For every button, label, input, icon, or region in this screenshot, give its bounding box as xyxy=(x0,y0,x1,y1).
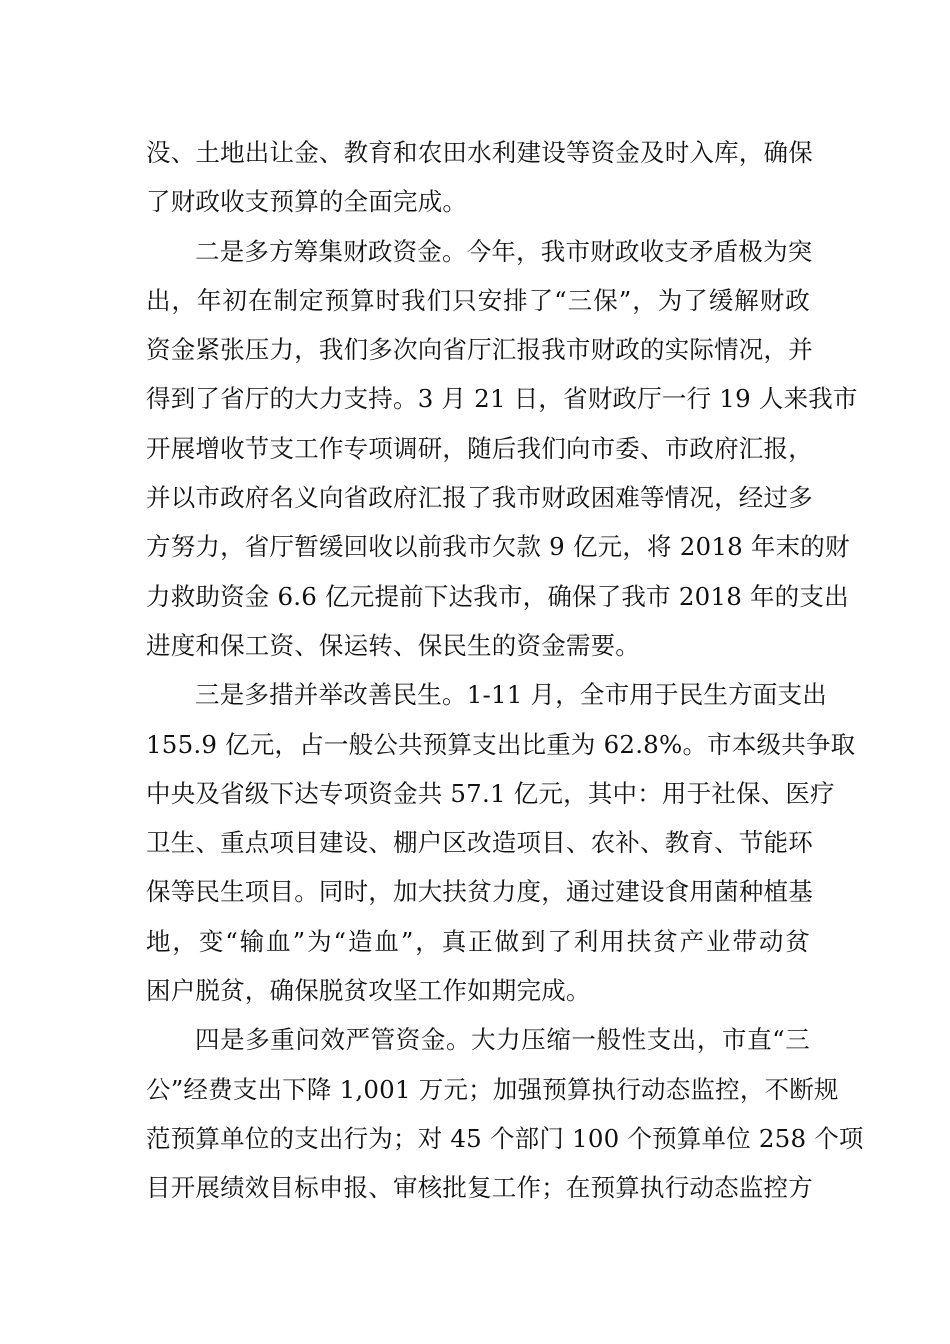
text-line: 地，变“输血”为“造血”，真正做到了利用扶贫产业带动贫 xyxy=(146,926,810,956)
text-line: 并以市政府名义向省政府汇报了我市财政困难等情况，经过多 xyxy=(146,483,813,513)
text-line: 卫生、重点项目建设、棚户区改造项目、农补、教育、节能环 xyxy=(146,828,813,858)
text-line: 方努力，省厅暂缓回收以前我市欠款 9 亿元，将 2018 年末的财 xyxy=(146,532,850,562)
text-line: 出，年初在制定预算时我们只安排了“三保”，为了缓解财政 xyxy=(146,285,810,315)
text-line: 公”经费支出下降 1,001 万元；加强预算执行动态监控，不断规 xyxy=(146,1074,839,1104)
text-line: 了财政收支预算的全面完成。 xyxy=(146,187,468,217)
text-line: 155.9 亿元，占一般公共预算支出比重为 62.8%。市本级共争取 xyxy=(146,729,856,759)
text-line: 三是多措并举改善民生。1-11 月，全市用于民生方面支出 xyxy=(195,680,827,710)
text-line: 困户脱贫，确保脱贫攻坚工作如期完成。 xyxy=(146,976,591,1006)
text-line: 进度和保工资、保运转、保民生的资金需要。 xyxy=(146,630,640,660)
text-line: 四是多重问效严管资金。大力压缩一般性支出，市直“三 xyxy=(195,1025,810,1055)
text-line: 目开展绩效目标申报、审核批复工作；在预算执行动态监控方 xyxy=(146,1173,813,1203)
text-line: 中央及省级下达专项资金共 57.1 亿元，其中：用于社保、医疗 xyxy=(146,778,835,808)
text-line: 保等民生项目。同时，加大扶贫力度，通过建设食用菌种植基 xyxy=(146,877,813,907)
text-line: 开展增收节支工作专项调研，随后我们向市委、市政府汇报， xyxy=(146,433,813,463)
text-line: 二是多方筹集财政资金。今年，我市财政收支矛盾极为突 xyxy=(195,236,813,266)
text-line: 得到了省厅的大力支持。3 月 21 日，省财政厅一行 19 人来我市 xyxy=(146,384,858,414)
text-line: 资金紧张压力，我们多次向省厅汇报我市财政的实际情况，并 xyxy=(146,335,813,365)
text-line: 范预算单位的支出行为；对 45 个部门 100 个预算单位 258 个项 xyxy=(146,1123,864,1153)
text-line: 力救助资金 6.6 亿元提前下达我市，确保了我市 2018 年的支出 xyxy=(146,581,849,611)
body-text xyxy=(146,128,864,1213)
text-line: 没、土地出让金、教育和农田水利建设等资金及时入库，确保 xyxy=(146,138,813,167)
